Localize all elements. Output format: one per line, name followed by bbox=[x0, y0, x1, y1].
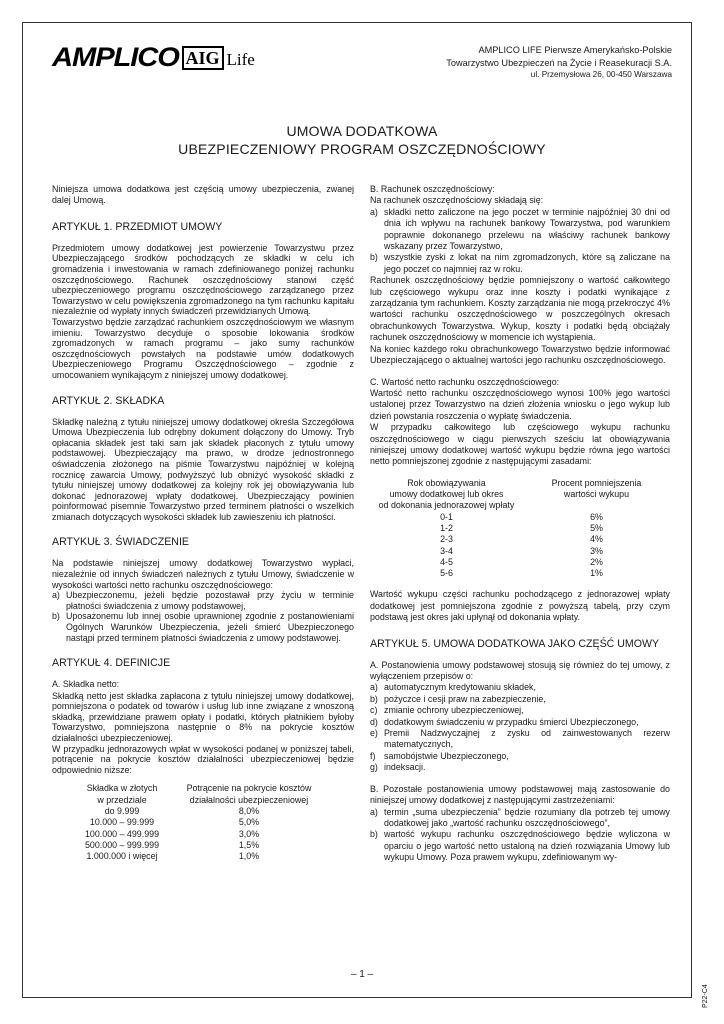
company-name-line2: Towarzystwo Ubezpieczeń na Życie i Reasekuracji S.A. bbox=[446, 57, 672, 68]
table-header-cell bbox=[76, 783, 168, 806]
table-row bbox=[370, 546, 670, 557]
list-text: Uposażonemu lub innej osobie uprawnionej zgodnie z postanowieniami Ogólnych Warunków Ubezpieczenia, jeżeli śmierć Ubezpieczonego nastąpi przed terminem płatności świadczenia z umowy podstawowej. bbox=[66, 611, 354, 643]
right-column bbox=[370, 184, 670, 864]
table-cell: 10.000 – 99.999 bbox=[89, 817, 155, 828]
header-text: Rok obowiązywania bbox=[407, 477, 486, 488]
article5-section-a: A. Postanowienia umowy podstawowej stosują się również do tej umowy, z wyłączeniem przepisów o: bbox=[370, 659, 670, 682]
company-info bbox=[446, 44, 672, 82]
list-marker: c) bbox=[370, 705, 378, 716]
article4-section-a-title: A. Składka netto: bbox=[52, 679, 120, 690]
article5-section-b: B. Pozostałe postanowienia umowy podstawowej mają zastosowanie do niniejszej umowy dodatkowej z następującymi zastrzeżeniami: bbox=[370, 783, 670, 806]
table-header-row bbox=[370, 478, 670, 512]
title-line1: UMOWA DODATKOWA bbox=[286, 123, 438, 139]
table-cell: 5% bbox=[590, 522, 603, 533]
table-header-cell bbox=[168, 783, 330, 806]
header-text: umowy dodatkowej lub okres bbox=[389, 489, 504, 500]
section-c-title: C. Wartość netto rachunku oszczędnościowego: bbox=[370, 376, 560, 387]
table-header-cell bbox=[370, 478, 523, 512]
section-b-paragraph1: Na rachunek oszczędnościowy składają się: bbox=[370, 195, 544, 206]
table-row bbox=[370, 557, 670, 568]
table-cell: 3,0% bbox=[238, 828, 260, 839]
table-row bbox=[370, 568, 670, 579]
table-row bbox=[76, 851, 330, 862]
title-line2: UBEZPIECZENIOWY PROGRAM OSZCZĘDNOŚCIOWY bbox=[178, 141, 546, 157]
article5-item bbox=[370, 694, 670, 705]
article1-heading: ARTYKUŁ 1. PRZEDMIOT UMOWY bbox=[52, 220, 223, 233]
article5-item bbox=[370, 728, 670, 751]
table-row bbox=[370, 534, 670, 545]
article1-paragraph1: Przedmiotem umowy dodatkowej jest powierzenie Towarzystwu przez Ubezpieczającego środków pochodzących ze składki w celu ich gromadzenia i inwestowania w ramach zdefiniowanego poniżej rachunku oszczędnościowego. Rachunek oszczędnościowy stanowi część ubezpieczeniowego programu oszczędnościowego zarządzanego przez Towarzystwo w celu powiększenia zgromadzonego na tym rachunku kapitału niezależnie od wypłaty innych świadczeń przewidzianych Umową. bbox=[52, 242, 354, 317]
section-c-paragraph3: Wartość wykupu części rachunku pochodzącego z jednorazowej wpłaty dodatkowej jest pomniejszona zgodnie z powyższą tabelą, przy czym podstawą jest okres jaki upłynął od dokonania wpłaty. bbox=[370, 589, 670, 623]
table-cell: 1% bbox=[590, 568, 603, 579]
logo-amplico: AMPLICO bbox=[52, 42, 179, 72]
table-cell: 3-4 bbox=[440, 545, 453, 556]
article5-item bbox=[370, 751, 670, 762]
table-cell: 4-5 bbox=[440, 556, 453, 567]
list-marker: d) bbox=[370, 716, 378, 727]
header-text: od dokonania jednorazowej wpłaty bbox=[378, 500, 515, 511]
list-text: zmianie ochrony ubezpieczeniowej, bbox=[384, 705, 524, 716]
list-text: dodatkowym świadczeniu w przypadku śmierci Ubezpieczonego, bbox=[384, 716, 639, 727]
header-text: wartości wykupu bbox=[563, 489, 630, 500]
page-number: – 1 – bbox=[350, 969, 374, 980]
list-marker: a) bbox=[370, 206, 378, 217]
table-cell: 2% bbox=[590, 556, 603, 567]
article3-item-a bbox=[52, 590, 354, 611]
list-text: termin „suma ubezpieczenia” będzie rozumiany dla potrzeb tej umowy dodatkowej jako „wartość rachunku oszczędnościowego”, bbox=[384, 806, 670, 828]
article5-b-item bbox=[370, 807, 670, 830]
list-marker: a) bbox=[370, 806, 378, 817]
list-marker: a) bbox=[52, 590, 60, 601]
article2-paragraph: Składkę należną z tytułu niniejszej umowy dodatkowej określa Szczegółowa Umowa Ubezpieczenia lub odrębny dokument dołączony do Umowy. Tryb opłacania składek jest taki sam jak składek płaconych z tytułu umowy podstawowej. Ubezpieczający ma prawo, w drodze jednostronnego oświadczenia złożonego na piśmie Towarzystwu najpóźniej w kolejną rocznicę zawarcia Umowy, podwyższyć lub obniżyć wysokość składki z tytułu niniejszej umowy dodatkowej za kolejny rok jej obowiązywania lub dokonać jednorazowej wpłaty dodatkowej. Ubezpieczający powinien poinformować pisemnie Towarzystwo przed terminem płatności o wszelkich zmianach dotyczących wysokości składek lub zawieszeniu ich płatności. bbox=[52, 416, 354, 522]
article2-heading: ARTYKUŁ 2. SKŁADKA bbox=[52, 394, 165, 407]
article5-item bbox=[370, 762, 670, 773]
form-code: P22-C4 bbox=[702, 984, 709, 1008]
list-text: indeksacji. bbox=[384, 762, 426, 773]
article5-item bbox=[370, 682, 670, 693]
article3-paragraph: Na podstawie niniejszej umowy dodatkowej Towarzystwo wypłaci, niezależnie od innych świadczeń należnych z tytułu Umowy, świadczenie w wysokości wartości netto rachunku oszczędnościowego: bbox=[52, 558, 354, 590]
list-marker: g) bbox=[370, 762, 378, 773]
list-marker: b) bbox=[370, 693, 378, 704]
table-cell: do 9.999 bbox=[104, 805, 140, 816]
table-cell: 2-3 bbox=[440, 534, 453, 545]
header-text: Procent pomniejszenia bbox=[551, 477, 642, 488]
header-text: działalności ubezpieczeniowej bbox=[189, 794, 309, 805]
table-row bbox=[76, 840, 330, 851]
logo-life: Life bbox=[226, 50, 255, 69]
section-b-item-b bbox=[370, 252, 670, 275]
article5-item bbox=[370, 705, 670, 716]
table-cell: 8,0% bbox=[238, 805, 260, 816]
article5-heading: ARTYKUŁ 5. UMOWA DODATKOWA JAKO CZĘŚĆ UMOWY bbox=[370, 637, 660, 650]
list-marker: a) bbox=[370, 682, 378, 693]
amplico-aig-life-logo bbox=[52, 44, 255, 70]
article4-section-a-paragraph1: Składką netto jest składka zapłacona z tytułu niniejszej umowy dodatkowej, pomniejszona o podatek od towarów i usług lub inne związane z wnoszoną składką, przewidziane prawem opłaty i podatki, których płatnikiem byłoby Towarzystwo, pomniejszona następnie o 8% na pokrycie kosztów działalności ubezpieczeniowej. bbox=[52, 690, 354, 743]
list-text: wszystkie zyski z lokat na nim zgromadzonych, które są zaliczane na jego poczet co najmniej raz w roku. bbox=[384, 252, 670, 274]
table-cell: 1,5% bbox=[238, 839, 260, 850]
table-row bbox=[370, 512, 670, 523]
list-text: Premii Nadzwyczajnej z zysku od zainwestowanych rezerw matematycznych, bbox=[384, 728, 670, 750]
table-cell: 3% bbox=[590, 545, 603, 556]
table-cell: 0-1 bbox=[440, 511, 453, 522]
section-b-paragraph3: Na koniec każdego roku obrachunkowego Towarzystwo będzie informować Ubezpieczającego o aktualnej wartości jego rachunku oszczędnościowego. bbox=[370, 343, 670, 366]
premium-deduction-table bbox=[76, 783, 330, 862]
article5-b-item bbox=[370, 829, 670, 863]
document-title bbox=[52, 122, 672, 158]
list-text: wartość wykupu rachunku oszczędnościowego będzie wyliczona w oparciu o jego wartość netto ustaloną na dzień rozwiązania Umowy lub wykupu Umowy. Poza prawem wykupu, zdefiniowanym wy- bbox=[384, 829, 670, 863]
left-column bbox=[52, 184, 354, 862]
table-cell: 5-6 bbox=[440, 568, 453, 579]
list-marker: e) bbox=[370, 728, 378, 739]
list-text: Ubezpieczonemu, jeżeli będzie pozostawał przy życiu w terminie płatności świadczenia z umowy podstawowej, bbox=[66, 590, 354, 611]
table-row bbox=[76, 806, 330, 817]
article1-paragraph2: Towarzystwo będzie zarządzać rachunkiem oszczędnościowym we własnym imieniu. Towarzystwo decyduje o sposobie lokowania środków zgromadzonych w ramach programu – jako sumy rachunków oszczędnościowych powstałych na podstawie umów dodatkowych Ubezpieczeniowego Programu Oszczędnościowego – zgodnie z umocowaniem wynikającym z niniejszej umowy dodatkowej. bbox=[52, 316, 354, 380]
logo-aig: AIG bbox=[182, 46, 224, 70]
list-marker: f) bbox=[370, 750, 376, 761]
table-cell: 5,0% bbox=[238, 817, 260, 828]
table-cell: 500.000 – 999.999 bbox=[84, 839, 160, 850]
table-cell: 1.000.000 i więcej bbox=[86, 851, 158, 862]
list-text: automatycznym kredytowaniu składek, bbox=[384, 682, 536, 693]
list-marker: b) bbox=[52, 611, 60, 622]
company-address: ul. Przemysłowa 26, 00-450 Warszawa bbox=[530, 70, 672, 79]
header-text: Potrącenie na pokrycie kosztów bbox=[186, 783, 312, 794]
section-b-title: B. Rachunek oszczędnościowy: bbox=[370, 184, 495, 194]
article3-heading: ARTYKUŁ 3. ŚWIADCZENIE bbox=[52, 536, 189, 549]
list-marker: b) bbox=[370, 829, 378, 840]
table-cell: 1,0% bbox=[238, 851, 260, 862]
table-cell: 1-2 bbox=[440, 522, 453, 533]
buyback-reduction-table bbox=[370, 478, 670, 580]
list-text: samobójstwie Ubezpieczonego, bbox=[384, 750, 509, 761]
section-c-paragraph1: Wartość netto rachunku oszczędnościowego wynosi 100% jego wartości ustalonej przez Towarzystwo na dzień złożenia wniosku o jego wykup lub dzień powstania roszczenia o wypłatę świadczenia. bbox=[370, 387, 670, 421]
header-text: w przedziale bbox=[97, 794, 147, 805]
table-cell: 4% bbox=[590, 534, 603, 545]
header-text: Składka w złotych bbox=[86, 783, 158, 794]
table-row bbox=[76, 829, 330, 840]
table-cell: 6% bbox=[590, 511, 603, 522]
article5-item bbox=[370, 717, 670, 728]
list-marker: b) bbox=[370, 252, 378, 263]
section-b-paragraph2: Rachunek oszczędnościowy będzie pomniejszony o wartość całkowitego lub częściowego wykupu oraz inne koszty i podatki wynikające z zarządzania tym rachunkiem. Koszty zarządzania nie mogą przekroczyć 4% wartości rachunku oszczędnościowego w poszczególnych okresach obrachunkowych Towarzystwa. Wykup, koszty i podatki będą obciążały rachunek oszczędnościowy w momencie ich wystąpienia. bbox=[370, 275, 670, 343]
table-header-row bbox=[76, 783, 330, 806]
company-name-line1: AMPLICO LIFE Pierwsze Amerykańsko-Polskie bbox=[478, 45, 672, 55]
list-text: składki netto zaliczone na jego poczet w terminie najpóźniej 30 dni od dnia ich wpływu na rachunek bankowy Towarzystwa, pod warunkiem poprawnie dokonanego przelewu na właściwy rachunek bankowy wskazany przez Towarzystwo, bbox=[384, 206, 670, 252]
table-cell: 100.000 – 499.999 bbox=[84, 828, 160, 839]
list-text: pożyczce i cesji praw na zabezpieczenie, bbox=[384, 693, 546, 704]
section-b-item-a bbox=[370, 207, 670, 253]
table-header-cell bbox=[523, 478, 670, 512]
table-row bbox=[76, 817, 330, 828]
article4-heading: ARTYKUŁ 4. DEFINICJE bbox=[52, 657, 171, 670]
intro-paragraph: Niniejsza umowa dodatkowa jest częścią umowy ubezpieczenia, zwanej dalej Umową. bbox=[52, 184, 354, 206]
section-c-paragraph2: W przypadku całkowitego lub częściowego wykupu rachunku oszczędnościowego w ciągu pierwszych sześciu lat obowiązywania niniejszej umowy dodatkowej wartość wykupu będzie równa jego wartości netto pomniejszonej zgodnie z następującymi zasadami: bbox=[370, 422, 670, 467]
table-row bbox=[370, 523, 670, 534]
article3-item-b bbox=[52, 611, 354, 643]
article4-section-a-paragraph2: W przypadku jednorazowych wpłat w wysokości podanej w poniższej tabeli, potrącenie na pokrycie kosztów działalności ubezpieczeniowej będzie odpowiednio niższe: bbox=[52, 743, 354, 775]
